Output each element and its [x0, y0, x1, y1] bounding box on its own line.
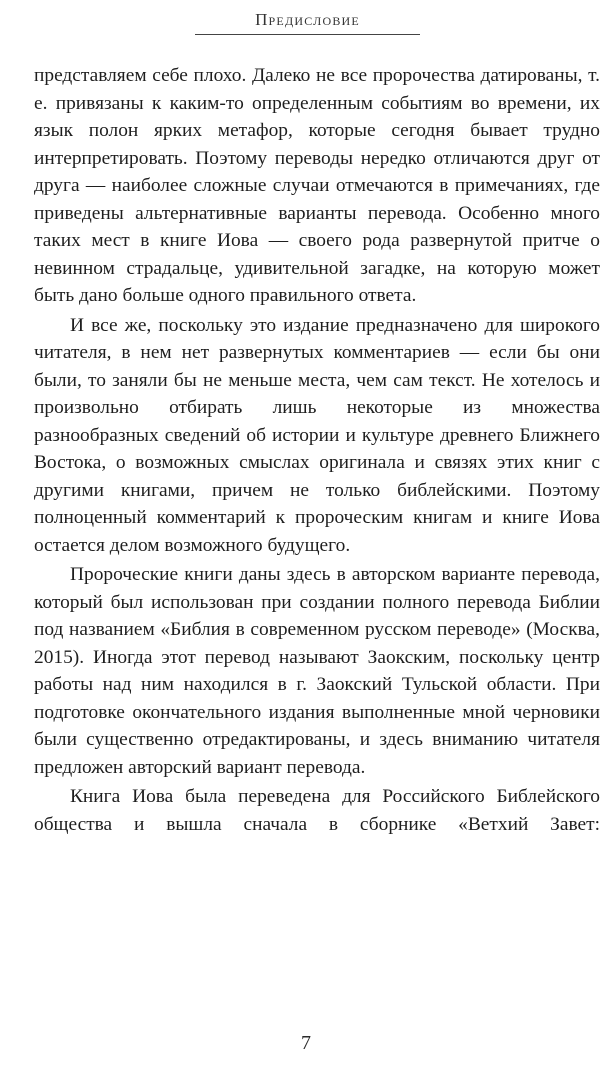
paragraph: И все же, поскольку это издание предназначено для широкого читателя, в нем нет развернутых комментариев — если бы они были, то заняли бы не меньше места, чем сам текст. Не хотелось и произвольно отбирать лишь некоторые из множества разнообразных сведений об истории и культуре древнего Ближнего Востока, о возможных смыслах оригинала и связях этих книг с другими книгами, причем не только библейскими. Поэтому полноценный комментарий к пророческим книгам и книге Иова остается делом возможного будущего.: [34, 314, 600, 556]
paragraph: Пророческие книги даны здесь в авторском варианте перевода, который был использован при создании полного перевода Библии под названием «Библия в современном русском переводе» (Москва, 2015). Иногда этот перевод называют Заокским, поскольку центр работы над ним находился в г. Заокский Тульской области. При подготовке окончательного издания выполненные мной черновики были существенно отредактированы, и здесь вниманию читателя предложен авторский вариант перевода.: [34, 564, 600, 778]
running-head: Предисловие: [255, 10, 360, 29]
paragraph-continued: представляем себе плохо. Далеко не все пророчества датированы, т. е. привязаны к каким-то определенным событиям во времени, их язык полон ярких метафор, которые сегодня бывает трудно интерпретировать. Поэтому переводы нередко отличаются друг от друга — наиболее сложные случаи отмечаются в примечаниях, где приведены альтернативные варианты перевода. Особенно много таких мест в книге Иова — своего рода развернутой притче о невинном страдальце, удивительной загадке, на которую может быть дано больше одного правильного ответа.: [34, 65, 600, 306]
body-text: [34, 62, 600, 840]
header-rule: [195, 34, 420, 35]
page-number: 7: [301, 1032, 311, 1054]
paragraph-continues: Книга Иова была переведена для Российского Библейского общества и вышла сначала в сборнике «Ветхий Завет:: [34, 786, 600, 835]
